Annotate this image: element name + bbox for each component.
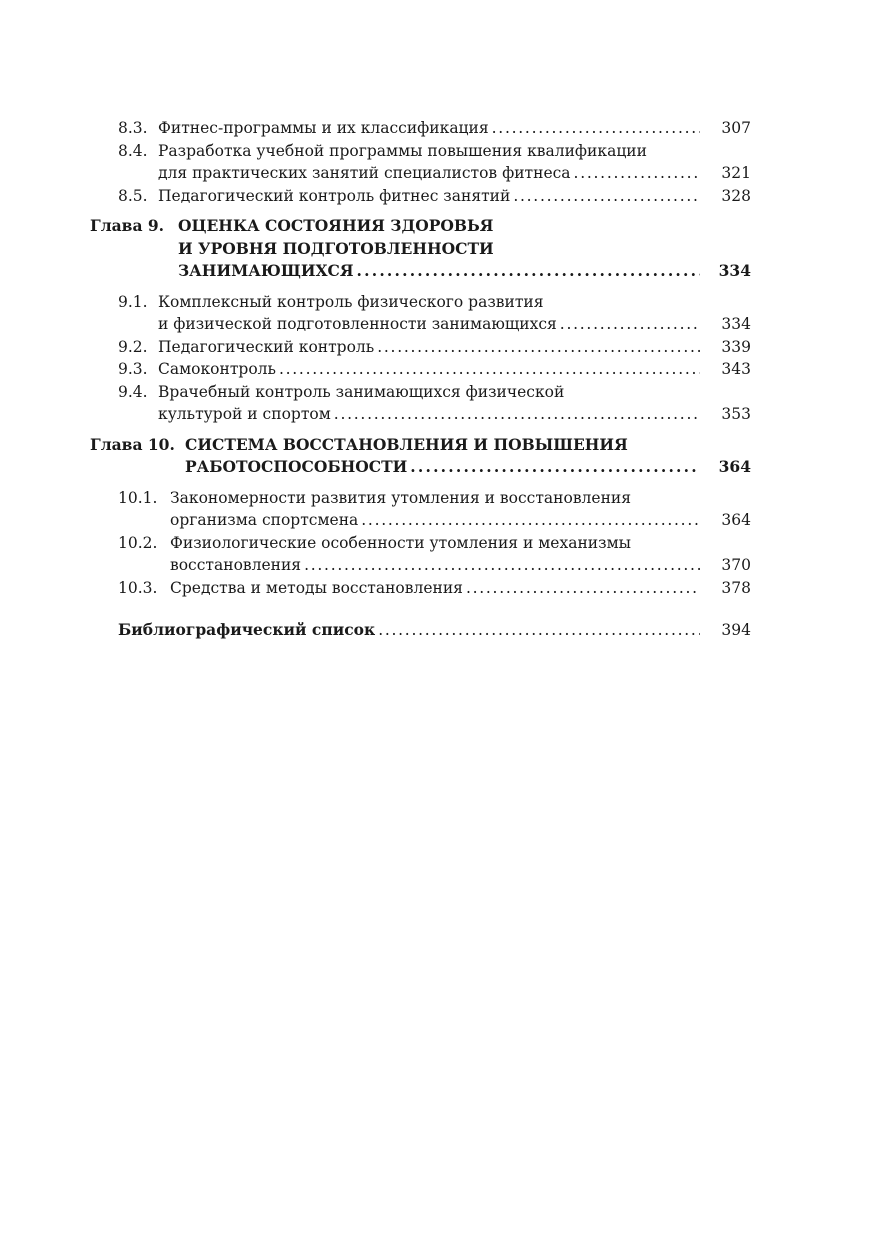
page-number: 364 xyxy=(718,457,751,476)
section-title: Педагогический контроль xyxy=(158,337,375,356)
dot-leader xyxy=(407,456,700,479)
page-number: 394 xyxy=(721,621,751,639)
section-number: 9.4. xyxy=(118,382,148,401)
section-title: Средства и методы восстановления xyxy=(170,578,463,597)
toc-chapter-10 xyxy=(0,434,875,457)
section-title-line-1: Физиологические особенности утомления и механизмы xyxy=(170,533,631,552)
toc-entry-10-3 xyxy=(0,577,875,600)
section-title-line-1: Комплексный контроль физического развития xyxy=(158,292,544,311)
dot-leader xyxy=(358,509,700,532)
dot-leader xyxy=(354,260,700,283)
dot-leader xyxy=(557,313,700,336)
section-number: 9.3. xyxy=(118,360,148,378)
chapter-title-line-1: ОЦЕНКА СОСТОЯНИЯ ЗДОРОВЬЯ xyxy=(178,216,494,235)
dot-leader xyxy=(510,185,700,208)
toc-chapter-9-cont-2 xyxy=(0,260,875,283)
section-title: Фитнес-программы и их классификация xyxy=(158,119,489,137)
chapter-label: Глава 10. xyxy=(90,434,175,454)
dot-leader xyxy=(463,577,700,600)
toc-entry-9-4-cont xyxy=(0,403,875,426)
dot-leader xyxy=(331,403,700,426)
dot-leader xyxy=(374,336,700,359)
section-title-line-2: культурой и спортом xyxy=(158,405,331,423)
toc-entry-10-2-cont xyxy=(0,554,875,577)
chapter-title-line-3: ЗАНИМАЮЩИХСЯ xyxy=(178,261,354,280)
page-number: 364 xyxy=(721,511,751,529)
section-number: 10.2. xyxy=(118,533,158,552)
toc-entry-10-2 xyxy=(0,532,875,555)
section-title: Самоконтроль xyxy=(158,360,276,378)
toc-entry-8-5 xyxy=(0,185,875,208)
toc-entry-10-1-cont xyxy=(0,509,875,532)
section-title-line-1: Закономерности развития утомления и восстановления xyxy=(170,488,632,507)
toc-chapter-10-cont xyxy=(0,456,875,479)
dot-leader xyxy=(301,554,700,577)
chapter-title-line-2: РАБОТОСПОСОБНОСТИ xyxy=(185,457,408,476)
section-title-line-2: восстановления xyxy=(170,556,302,574)
toc-entry-10-1 xyxy=(0,487,875,510)
toc-chapter-9 xyxy=(0,215,875,238)
toc-entry-8-4 xyxy=(0,140,875,163)
toc-entry-9-4 xyxy=(0,381,875,404)
page-number: 343 xyxy=(721,360,751,378)
dot-leader xyxy=(276,358,700,381)
section-title-line-2: для практических занятий специалистов фитнеса xyxy=(158,164,571,182)
page-number: 334 xyxy=(718,261,751,280)
chapter-title-line-1: СИСТЕМА ВОССТАНОВЛЕНИЯ И ПОВЫШЕНИЯ xyxy=(185,434,628,454)
section-number: 10.1. xyxy=(118,488,158,507)
dot-leader xyxy=(571,162,700,185)
section-title-line-2: организма спортсмена xyxy=(170,511,359,529)
toc-entry-8-4-cont xyxy=(0,162,875,185)
page-number: 321 xyxy=(721,164,751,182)
table-of-contents xyxy=(0,117,875,642)
page-number: 307 xyxy=(721,119,751,137)
page-number: 370 xyxy=(721,556,751,574)
toc-chapter-9-cont-1 xyxy=(0,238,875,261)
section-title: Педагогический контроль фитнес занятий xyxy=(158,186,511,205)
toc-entry-bibliography xyxy=(0,619,875,642)
dot-leader xyxy=(375,619,700,642)
section-title-line-2: и физической подготовленности занимающихся xyxy=(158,315,557,333)
chapter-title-line-2: И УРОВНЯ ПОДГОТОВЛЕННОСТИ xyxy=(178,238,494,258)
section-title-line-1: Разработка учебной программы повышения квалификации xyxy=(158,141,647,160)
dot-leader xyxy=(489,117,700,140)
bibliography-title: Библиографический список xyxy=(118,620,376,639)
section-number: 8.3. xyxy=(118,119,148,137)
section-number: 9.1. xyxy=(118,292,148,311)
toc-entry-8-3 xyxy=(0,117,875,140)
page-number: 334 xyxy=(721,315,751,333)
page-number: 353 xyxy=(721,405,751,423)
chapter-label: Глава 9. xyxy=(90,216,165,235)
section-number: 10.3. xyxy=(118,578,158,597)
page-number: 328 xyxy=(721,186,751,205)
toc-entry-9-2 xyxy=(0,336,875,359)
section-title-line-1: Врачебный контроль занимающихся физической xyxy=(158,382,565,401)
section-number: 8.4. xyxy=(118,141,148,160)
section-number: 8.5. xyxy=(118,186,148,205)
section-number: 9.2. xyxy=(118,337,148,356)
toc-entry-9-3 xyxy=(0,358,875,381)
toc-entry-9-1-cont xyxy=(0,313,875,336)
page-number: 378 xyxy=(721,578,751,597)
toc-entry-9-1 xyxy=(0,291,875,314)
page-number: 339 xyxy=(721,337,751,356)
